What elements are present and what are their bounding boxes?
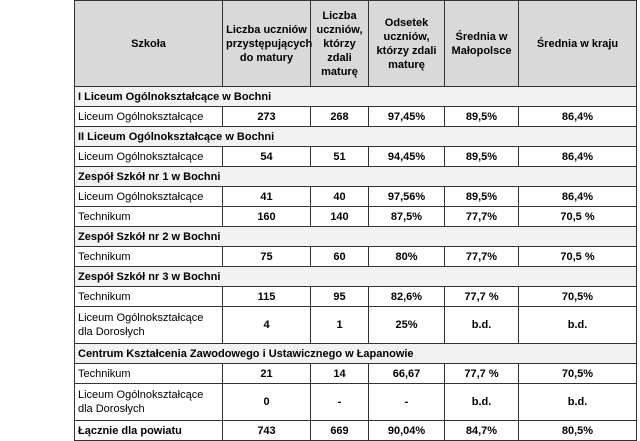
students-attempting: 273 — [223, 107, 311, 127]
pass-rate: 87,5% — [369, 207, 445, 227]
school-type: Liceum Ogólnokształcące — [75, 107, 223, 127]
school-type: Technikum — [75, 287, 223, 307]
pass-rate: 25% — [369, 307, 445, 344]
avg-country: 70,5% — [519, 364, 637, 384]
school-group-name: II Liceum Ogólnokształcące w Bochni — [75, 127, 637, 147]
avg-malopolska: 89,5% — [445, 187, 519, 207]
students-passed: 51 — [311, 147, 369, 167]
avg-country: b.d. — [519, 384, 637, 421]
avg-country: 70,5 % — [519, 207, 637, 227]
avg-malopolska: 77,7 % — [445, 364, 519, 384]
avg-country: 86,4% — [519, 107, 637, 127]
school-group-row — [75, 344, 637, 364]
school-type: Technikum — [75, 364, 223, 384]
pass-rate: 94,45% — [369, 147, 445, 167]
total-avg-country: 80,5% — [519, 421, 637, 441]
avg-country: 70,5 % — [519, 247, 637, 267]
table-header — [75, 1, 637, 87]
school-type: Liceum Ogólnokształcące dla Dorosłych — [75, 307, 223, 344]
avg-malopolska: 77,7% — [445, 247, 519, 267]
header-students-passed: Liczba uczniów, którzy zdali maturę — [311, 1, 369, 87]
school-type: Liceum Ogólnokształcące dla Dorosłych — [75, 384, 223, 421]
pass-rate: 80% — [369, 247, 445, 267]
avg-malopolska: 89,5% — [445, 147, 519, 167]
table-row — [75, 384, 637, 421]
students-attempting: 21 — [223, 364, 311, 384]
header-school: Szkoła — [75, 1, 223, 87]
table-row — [75, 107, 637, 127]
avg-malopolska: 77,7% — [445, 207, 519, 227]
students-attempting: 41 — [223, 187, 311, 207]
avg-malopolska: b.d. — [445, 384, 519, 421]
school-type: Liceum Ogólnokształcące — [75, 187, 223, 207]
school-group-name: I Liceum Ogólnokształcące w Bochni — [75, 87, 637, 107]
table-body — [75, 87, 637, 441]
school-group-row — [75, 227, 637, 247]
students-passed: 40 — [311, 187, 369, 207]
header-avg-malopolska: Średnia w Małopolsce — [445, 1, 519, 87]
school-group-name: Zespół Szkół nr 3 w Bochni — [75, 267, 637, 287]
total-passed: 669 — [311, 421, 369, 441]
table-row — [75, 364, 637, 384]
total-avg-malopolska: 84,7% — [445, 421, 519, 441]
pass-rate: - — [369, 384, 445, 421]
school-group-name: Zespół Szkół nr 1 w Bochni — [75, 167, 637, 187]
students-passed: - — [311, 384, 369, 421]
school-group-row — [75, 167, 637, 187]
pass-rate: 97,56% — [369, 187, 445, 207]
pass-rate: 66,67 — [369, 364, 445, 384]
pass-rate: 97,45% — [369, 107, 445, 127]
total-label: Łącznie dla powiatu — [75, 421, 223, 441]
header-pass-rate: Odsetek uczniów, którzy zdali maturę — [369, 1, 445, 87]
school-group-name: Centrum Kształcenia Zawodowego i Ustawicznego w Łapanowie — [75, 344, 637, 364]
header-avg-country: Średnia w kraju — [519, 1, 637, 87]
students-passed: 140 — [311, 207, 369, 227]
school-type: Technikum — [75, 207, 223, 227]
students-attempting: 115 — [223, 287, 311, 307]
students-attempting: 54 — [223, 147, 311, 167]
table-row — [75, 307, 637, 344]
matura-results-table — [74, 0, 637, 441]
avg-country: b.d. — [519, 307, 637, 344]
avg-malopolska: 89,5% — [445, 107, 519, 127]
pass-rate: 82,6% — [369, 287, 445, 307]
students-passed: 1 — [311, 307, 369, 344]
table-row — [75, 287, 637, 307]
table-row — [75, 247, 637, 267]
avg-country: 86,4% — [519, 187, 637, 207]
school-type: Technikum — [75, 247, 223, 267]
school-group-row — [75, 87, 637, 107]
table-row — [75, 147, 637, 167]
avg-malopolska: 77,7 % — [445, 287, 519, 307]
avg-country: 70,5% — [519, 287, 637, 307]
avg-country: 86,4% — [519, 147, 637, 167]
avg-malopolska: b.d. — [445, 307, 519, 344]
school-group-row — [75, 267, 637, 287]
school-type: Liceum Ogólnokształcące — [75, 147, 223, 167]
students-attempting: 75 — [223, 247, 311, 267]
table-row — [75, 187, 637, 207]
students-passed: 14 — [311, 364, 369, 384]
students-passed: 95 — [311, 287, 369, 307]
header-students-attempting: Liczba uczniów przystępujących do matury — [223, 1, 311, 87]
matura-results-table-container — [74, 0, 636, 441]
total-row — [75, 421, 637, 441]
students-attempting: 4 — [223, 307, 311, 344]
students-passed: 268 — [311, 107, 369, 127]
students-attempting: 0 — [223, 384, 311, 421]
students-passed: 60 — [311, 247, 369, 267]
school-group-name: Zespół Szkół nr 2 w Bochni — [75, 227, 637, 247]
total-pass-rate: 90,04% — [369, 421, 445, 441]
table-row — [75, 207, 637, 227]
school-group-row — [75, 127, 637, 147]
students-attempting: 160 — [223, 207, 311, 227]
total-attempting: 743 — [223, 421, 311, 441]
